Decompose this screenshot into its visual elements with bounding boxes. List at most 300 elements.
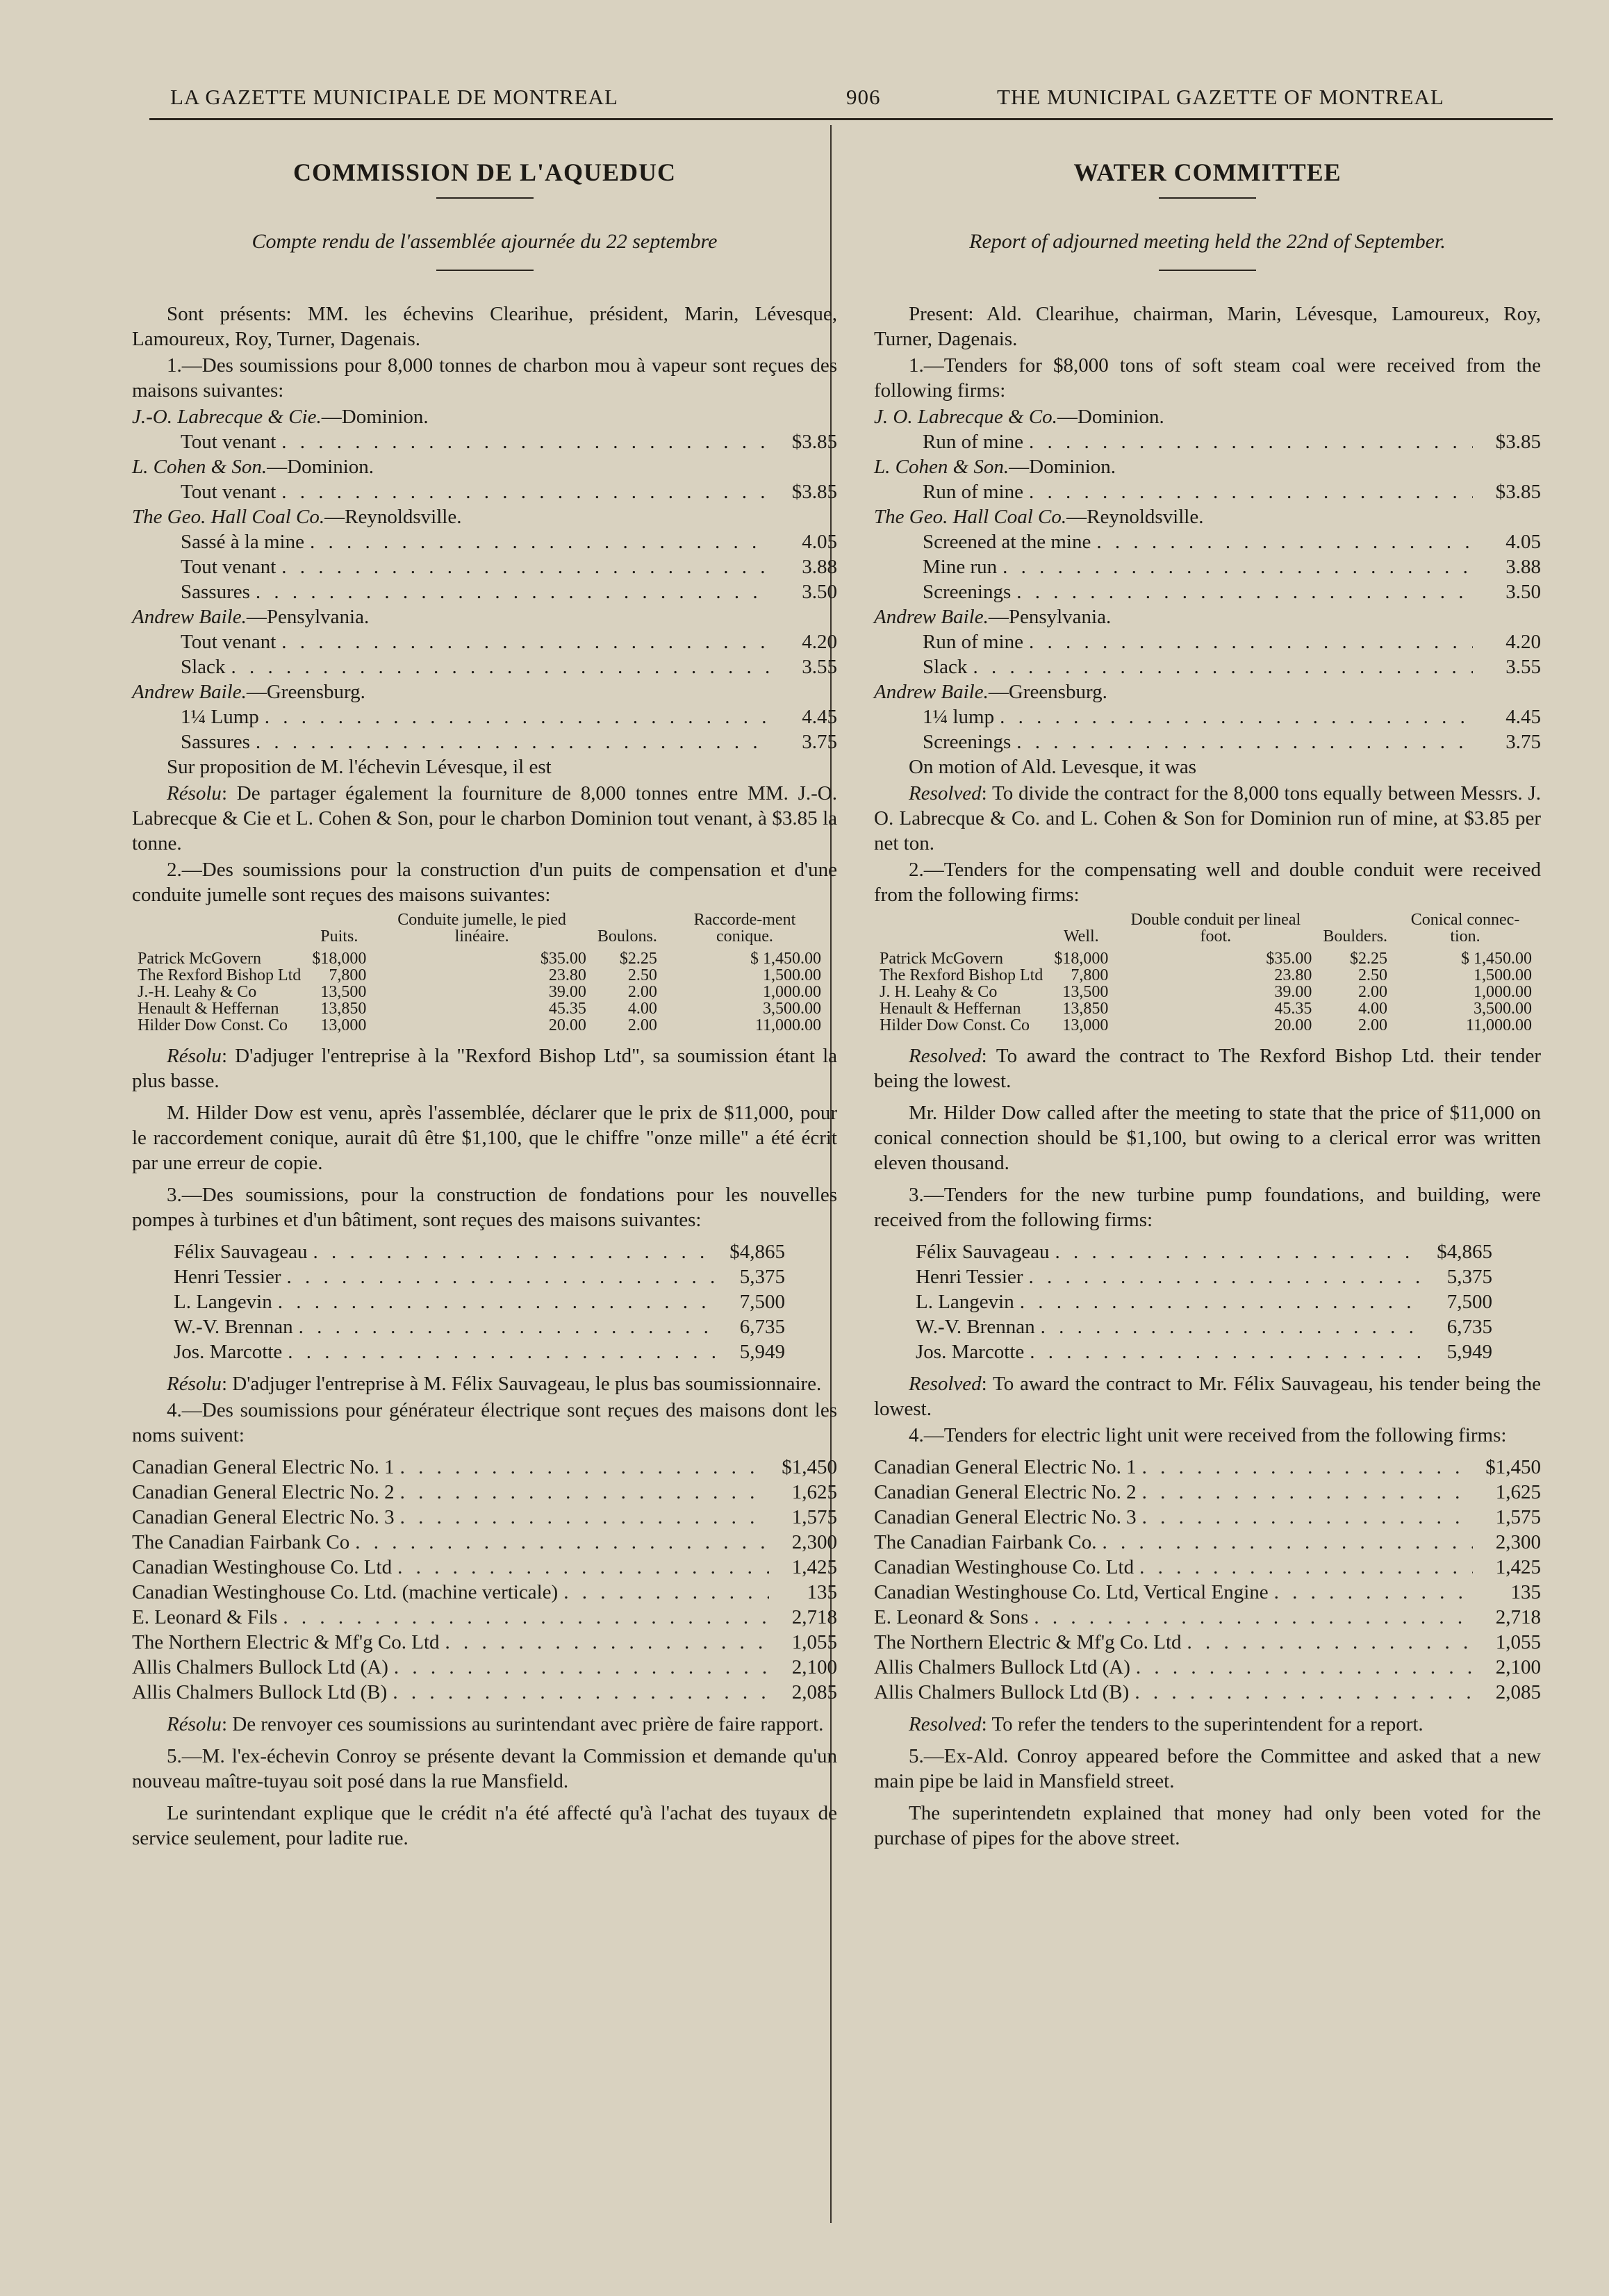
tender-row: [916, 1264, 1492, 1289]
tender-row: [132, 579, 837, 604]
tender-label: Run of mine: [923, 481, 1023, 503]
leader-dots: [288, 1339, 717, 1364]
tender-label: Sassé à la mine: [181, 531, 304, 553]
generator-tenders: [874, 1455, 1541, 1705]
tender-price: 1,575: [1495, 1506, 1541, 1528]
tender-label: Tout venant: [181, 481, 277, 503]
firm-cell: Henault & Heffernan: [138, 1000, 279, 1018]
tender-price: 5,375: [1446, 1266, 1492, 1288]
column-header: Puits.: [320, 927, 358, 945]
tender-row: [916, 1239, 1492, 1264]
tender-row: [132, 1555, 837, 1580]
tender-row: [174, 1339, 785, 1364]
price-cell: 39.00: [548, 983, 586, 1001]
tender-price: 2,718: [791, 1606, 837, 1628]
leader-dots: [278, 1289, 717, 1314]
leader-dots: [1187, 1630, 1473, 1655]
leader-dots: [1016, 579, 1473, 604]
tender-label: Canadian General Electric No. 2: [874, 1481, 1137, 1503]
price-cell: 1,000.00: [1474, 983, 1532, 1001]
tender-label: Canadian Westinghouse Co. Ltd: [874, 1556, 1134, 1578]
tender-row: [174, 1264, 785, 1289]
tender-row: [874, 1680, 1541, 1705]
tender-price: 3.55: [802, 656, 837, 678]
tender-row: [916, 1314, 1492, 1339]
firm-name: L. Cohen & Son.: [132, 456, 267, 478]
divider: [1159, 270, 1256, 271]
tender-row: [174, 1314, 785, 1339]
tender-price: 5,949: [739, 1341, 785, 1363]
leader-dots: [1029, 479, 1473, 504]
foundation-tenders: [132, 1239, 785, 1364]
tender-label: Screenings: [923, 731, 1012, 753]
tender-row: [874, 729, 1541, 754]
foundation-tenders: [874, 1239, 1492, 1364]
tender-price: $1,450: [782, 1456, 837, 1478]
firm-heading: [874, 404, 1541, 429]
tender-price: 4.45: [802, 706, 837, 728]
firm-name: J. O. Labrecque & Co.: [874, 406, 1057, 428]
section-title: WATER COMMITTEE: [1073, 158, 1342, 186]
firm-cell: Henault & Heffernan: [880, 1000, 1021, 1018]
motion: On motion of Ald. Levesque, it was: [909, 756, 1197, 778]
header-french: LA GAZETTE MUNICIPALE DE MONTREAL: [170, 85, 618, 109]
tender-label: Henri Tessier: [174, 1266, 281, 1288]
leader-dots: [281, 479, 769, 504]
tender-label: The Canadian Fairbank Co: [132, 1531, 350, 1553]
firm-name: Andrew Baile.: [874, 606, 989, 628]
tender-row: [874, 1605, 1541, 1630]
tender-label: The Northern Electric & Mf'g Co. Ltd: [874, 1631, 1182, 1653]
column-header: Boulders.: [1323, 927, 1388, 945]
item-3: 3.—Tenders for the new turbine pump foundations, and building, were received from the following firms:: [874, 1184, 1541, 1231]
leader-dots: [1096, 529, 1473, 554]
tender-row: [132, 529, 837, 554]
leader-dots: [355, 1530, 769, 1555]
tender-label: E. Leonard & Sons: [874, 1606, 1029, 1628]
tender-price: 2,300: [1495, 1531, 1541, 1553]
price-cell: $18,000: [312, 950, 367, 968]
tender-row: [874, 579, 1541, 604]
tender-price: $3.85: [791, 481, 837, 503]
header-english: THE MUNICIPAL GAZETTE OF MONTREAL: [997, 85, 1444, 109]
tender-label: Slack: [923, 656, 968, 678]
firm-name: Andrew Baile.: [874, 681, 989, 703]
tender-price: 3.88: [802, 556, 837, 578]
tender-label: Jos. Marcotte: [174, 1341, 283, 1363]
well-tenders-table: [132, 911, 827, 1034]
tender-price: 3.50: [802, 581, 837, 603]
firm-origin: —Dominion.: [1009, 456, 1116, 478]
leader-dots: [1139, 1555, 1473, 1580]
price-cell: $ 1,450.00: [750, 950, 821, 968]
tender-label: Canadian General Electric No. 2: [132, 1481, 395, 1503]
price-cell: 11,000.00: [1465, 1016, 1532, 1034]
price-cell: 2.50: [1358, 966, 1388, 984]
tender-row: [874, 654, 1541, 679]
tender-row: [132, 1580, 837, 1605]
item-1: 1.—Des soumissions pour 8,000 tonnes de charbon mou à vapeur sont reçues des maisons suivantes:: [132, 354, 837, 402]
tender-price: 4.20: [1505, 631, 1541, 653]
column-header: Well.: [1063, 927, 1099, 945]
firm-cell: The Rexford Bishop Ltd: [880, 966, 1043, 984]
tender-row: [132, 1480, 837, 1505]
leader-dots: [1029, 429, 1473, 454]
tender-price: 135: [1510, 1581, 1541, 1603]
price-cell: 2.00: [627, 1016, 657, 1034]
tender-label: Allis Chalmers Bullock Ltd (A): [874, 1656, 1130, 1678]
generator-tenders: [132, 1455, 837, 1705]
leader-dots: [1002, 554, 1473, 579]
price-cell: 4.00: [627, 1000, 657, 1018]
price-cell: $18,000: [1054, 950, 1109, 968]
firm-heading: [132, 604, 837, 629]
page-number: 906: [846, 85, 881, 109]
tender-price: 2,100: [1495, 1656, 1541, 1678]
tender-label: Jos. Marcotte: [916, 1341, 1025, 1363]
hilder-dow-note: Mr. Hilder Dow called after the meeting to state that the price of $11,000 on conical connection should be $1,100, but owing to a clerical error was written eleven thousand.: [874, 1102, 1541, 1174]
price-cell: 45.35: [548, 1000, 586, 1018]
firm-name: L. Cohen & Son.: [874, 456, 1009, 478]
coal-tenders: [132, 404, 837, 754]
leader-dots: [313, 1239, 717, 1264]
item-4: 4.—Des soumissions pour générateur électrique sont reçues des maisons dont les noms suivent:: [132, 1399, 837, 1446]
leader-dots: [281, 429, 769, 454]
tender-row: [132, 1680, 837, 1705]
firm-origin: —Greensburg.: [988, 681, 1107, 703]
resolution-1: Resolved: To divide the contract for the 8,000 tons equally between Messrs. J. O. Labrecque & Co. and L. Cohen & Son for Dominion run of mine, at $3.85 per net ton.: [874, 782, 1541, 854]
leader-dots: [1020, 1289, 1424, 1314]
firm-heading: [874, 679, 1541, 704]
firm-origin: —Greensburg.: [246, 681, 365, 703]
tender-label: Félix Sauvageau: [916, 1241, 1050, 1263]
tender-price: $4,865: [729, 1241, 785, 1263]
tender-row: [874, 1480, 1541, 1505]
tender-label: Mine run: [923, 556, 998, 578]
tender-label: Canadian General Electric No. 1: [132, 1456, 395, 1478]
table-row: [874, 967, 1537, 984]
leader-dots: [265, 704, 769, 729]
tender-price: $3.85: [1495, 431, 1541, 453]
leader-dots: [286, 1264, 717, 1289]
price-cell: 2.50: [627, 966, 657, 984]
table-row: [132, 950, 827, 967]
tender-row: [132, 704, 837, 729]
price-cell: 23.80: [548, 966, 586, 984]
tender-price: 1,055: [1495, 1631, 1541, 1653]
tender-label: Allis Chalmers Bullock Ltd (B): [874, 1681, 1130, 1703]
tender-row: [132, 429, 837, 454]
leader-dots: [1103, 1530, 1473, 1555]
price-cell: 20.00: [1274, 1016, 1312, 1034]
price-cell: 7,800: [329, 966, 367, 984]
price-cell: 13,850: [1062, 1000, 1109, 1018]
tender-row: [132, 1605, 837, 1630]
leader-dots: [256, 729, 769, 754]
firm-cell: The Rexford Bishop Ltd: [138, 966, 302, 984]
price-cell: 4.00: [1358, 1000, 1388, 1018]
tender-price: 1,625: [791, 1481, 837, 1503]
tender-price: 4.05: [1505, 531, 1541, 553]
tender-price: 1,425: [1495, 1556, 1541, 1578]
firm-name: J.-O. Labrecque & Cie.: [132, 406, 322, 428]
firm-origin: —Reynoldsville.: [1066, 506, 1204, 528]
firm-cell: Patrick McGovern: [138, 950, 261, 968]
tender-row: [874, 529, 1541, 554]
resolution-2: Résolu: D'adjuger l'entreprise à la "Rexford Bishop Ltd", sa soumission étant la plus basse.: [132, 1045, 837, 1092]
price-cell: 20.00: [548, 1016, 586, 1034]
attendance: Present: Ald. Clearihue, chairman, Marin, Lévesque, Lamoureux, Roy, Turner, Dagenais.: [874, 303, 1541, 350]
leader-dots: [1136, 1655, 1473, 1680]
column-header: Boulons.: [597, 927, 657, 945]
tender-price: 1,425: [791, 1556, 837, 1578]
tender-row: [132, 1455, 837, 1480]
price-cell: 23.80: [1274, 966, 1312, 984]
price-cell: 1,500.00: [763, 966, 821, 984]
tender-row: [874, 629, 1541, 654]
divider: [436, 197, 534, 199]
tender-row: [132, 729, 837, 754]
leader-dots: [310, 529, 769, 554]
tender-price: 3.75: [802, 731, 837, 753]
tender-price: 6,735: [739, 1316, 785, 1338]
leader-dots: [281, 629, 769, 654]
tender-label: Canadian Westinghouse Co. Ltd: [132, 1556, 393, 1578]
well-tenders-table: [874, 911, 1537, 1034]
firm-cell: Hilder Dow Const. Co: [880, 1016, 1030, 1034]
tender-price: 3.75: [1505, 731, 1541, 753]
column-header: Conical connec-tion.: [1410, 911, 1520, 945]
superintendent-note: Le surintendant explique que le crédit n'a été affecté qu'à l'achat des tuyaux de service seulement, pour ladite rue.: [132, 1802, 837, 1849]
tender-row: [874, 1455, 1541, 1480]
firm-name: The Geo. Hall Coal Co.: [132, 506, 325, 528]
tender-row: [132, 1505, 837, 1530]
tender-row: [874, 1655, 1541, 1680]
item-2: 2.—Des soumissions pour la construction d'un puits de compensation et d'une conduite jumelle sont reçues des maisons suivantes:: [132, 859, 837, 906]
firm-heading: [132, 454, 837, 479]
tender-row: [132, 1655, 837, 1680]
column-header: [874, 911, 1048, 950]
tender-price: $3.85: [1495, 481, 1541, 503]
firm-heading: [132, 404, 837, 429]
leader-dots: [281, 554, 769, 579]
tender-row: [916, 1339, 1492, 1364]
tender-label: Sassures: [181, 581, 250, 603]
tender-row: [132, 1530, 837, 1555]
tender-label: Allis Chalmers Bullock Ltd (A): [132, 1656, 388, 1678]
tender-price: 2,718: [1495, 1606, 1541, 1628]
section-subtitle: Compte rendu de l'assemblée ajournée du 22 septembre: [251, 230, 718, 253]
leader-dots: [1016, 729, 1473, 754]
tender-label: Sassures: [181, 731, 250, 753]
tender-label: Slack: [181, 656, 226, 678]
item-5: 5.—M. l'ex-échevin Conroy se présente devant la Commission et demande qu'un nouveau maître-tuyau soit posé dans la rue Mansfield.: [132, 1745, 837, 1792]
price-cell: 39.00: [1274, 983, 1312, 1001]
table-row: [132, 984, 827, 1000]
leader-dots: [1274, 1580, 1473, 1605]
firm-heading: [132, 504, 837, 529]
tender-price: 2,300: [791, 1531, 837, 1553]
firm-name: Andrew Baile.: [132, 606, 247, 628]
tender-price: 4.45: [1505, 706, 1541, 728]
tender-price: 7,500: [1446, 1291, 1492, 1313]
table-row: [132, 1017, 827, 1034]
firm-cell: Hilder Dow Const. Co: [138, 1016, 288, 1034]
price-cell: 13,500: [1062, 983, 1109, 1001]
price-cell: 1,500.00: [1474, 966, 1532, 984]
price-cell: $2.25: [1350, 950, 1388, 968]
tender-row: [132, 554, 837, 579]
tender-price: $4,865: [1437, 1241, 1492, 1263]
price-cell: $35.00: [540, 950, 586, 968]
tender-row: [174, 1239, 785, 1264]
table-header-row: [132, 911, 827, 950]
firm-cell: J.-H. Leahy & Co: [138, 983, 257, 1001]
leader-dots: [400, 1505, 769, 1530]
leader-dots: [299, 1314, 717, 1339]
tender-row: [874, 554, 1541, 579]
price-cell: $ 1,450.00: [1461, 950, 1532, 968]
table-header-row: [874, 911, 1537, 950]
tender-row: [132, 654, 837, 679]
tender-label: W.-V. Brennan: [916, 1316, 1035, 1338]
leader-dots: [1055, 1239, 1424, 1264]
firm-cell: J. H. Leahy & Co: [880, 983, 998, 1001]
table-row: [132, 1000, 827, 1017]
divider: [436, 270, 534, 271]
firm-heading: [874, 504, 1541, 529]
tender-label: Félix Sauvageau: [174, 1241, 308, 1263]
price-cell: 13,500: [320, 983, 367, 1001]
tender-label: Canadian General Electric No. 3: [874, 1506, 1137, 1528]
tender-price: 3.50: [1505, 581, 1541, 603]
tender-price: 5,375: [739, 1266, 785, 1288]
tender-label: Canadian Westinghouse Co. Ltd. (machine verticale): [132, 1581, 559, 1603]
firm-heading: [874, 604, 1541, 629]
tender-label: Screened at the mine: [923, 531, 1091, 553]
firm-name: Andrew Baile.: [132, 681, 247, 703]
superintendent-note: The superintendetn explained that money had only been voted for the purchase of pipes for the above street.: [874, 1802, 1541, 1849]
tender-price: 7,500: [739, 1291, 785, 1313]
price-cell: $35.00: [1266, 950, 1312, 968]
tender-price: 5,949: [1446, 1341, 1492, 1363]
leader-dots: [1134, 1680, 1473, 1705]
coal-tenders: [874, 404, 1541, 754]
item-5: 5.—Ex-Ald. Conroy appeared before the Committee and asked that a new main pipe be laid in Mansfield street.: [874, 1745, 1541, 1792]
item-3: 3.—Des soumissions, pour la construction de fondations pour les nouvelles pompes à turbines et d'un bâtiment, sont reçues des maisons suivantes:: [132, 1184, 837, 1231]
firm-origin: —Dominion.: [1057, 406, 1164, 428]
tender-label: Run of mine: [923, 431, 1023, 453]
price-cell: 2.00: [1358, 983, 1388, 1001]
tender-row: [132, 629, 837, 654]
tender-price: 4.20: [802, 631, 837, 653]
price-cell: 2.00: [627, 983, 657, 1001]
tender-price: 1,575: [791, 1506, 837, 1528]
tender-label: Allis Chalmers Bullock Ltd (B): [132, 1681, 388, 1703]
leader-dots: [973, 654, 1473, 679]
tender-row: [874, 429, 1541, 454]
resolution-3: Résolu: D'adjuger l'entreprise à M. Félix Sauvageau, le plus bas soumissionnaire.: [167, 1373, 822, 1395]
price-cell: 11,000.00: [754, 1016, 821, 1034]
tender-label: L. Langevin: [174, 1291, 272, 1313]
table-row: [874, 950, 1537, 967]
tender-label: Canadian Westinghouse Co. Ltd, Vertical Engine: [874, 1581, 1269, 1603]
tender-row: [132, 479, 837, 504]
column-header: Conduite jumelle, le pied linéaire.: [397, 911, 566, 945]
price-cell: 3,500.00: [763, 1000, 821, 1018]
resolution-3: Resolved: To award the contract to Mr. Félix Sauvageau, his tender being the lowest.: [874, 1373, 1541, 1420]
firm-origin: —Pensylvania.: [246, 606, 370, 628]
leader-dots: [1142, 1455, 1473, 1480]
table-row: [132, 967, 827, 984]
column-header: Raccorde-ment conique.: [693, 911, 796, 945]
firm-origin: —Pensylvania.: [988, 606, 1112, 628]
table-row: [874, 984, 1537, 1000]
price-cell: 7,800: [1071, 966, 1109, 984]
leader-dots: [1041, 1314, 1424, 1339]
english-column: [874, 160, 1541, 1852]
tender-label: Screenings: [923, 581, 1012, 603]
tender-label: Tout venant: [181, 556, 277, 578]
price-cell: 13,000: [1062, 1016, 1109, 1034]
tender-label: E. Leonard & Fils: [132, 1606, 278, 1628]
tender-label: Tout venant: [181, 431, 277, 453]
attendance: Sont présents: MM. les échevins Clearihue, président, Marin, Lévesque, Lamoureux, Roy, Turner, Dagenais.: [132, 303, 837, 350]
leader-dots: [283, 1605, 769, 1630]
leader-dots: [1034, 1605, 1473, 1630]
tender-price: $3.85: [791, 431, 837, 453]
tender-price: 2,085: [791, 1681, 837, 1703]
firm-name: The Geo. Hall Coal Co.: [874, 506, 1067, 528]
tender-label: W.-V. Brennan: [174, 1316, 293, 1338]
resolution-1: Résolu: De partager également la fourniture de 8,000 tonnes entre MM. J.-O. Labrecque & Cie et L. Cohen & Son, pour le charbon Dominion tout venant, à $3.85 la tonne.: [132, 782, 837, 854]
leader-dots: [231, 654, 769, 679]
tender-price: 1,625: [1495, 1481, 1541, 1503]
firm-origin: —Reynoldsville.: [324, 506, 462, 528]
tender-row: [874, 1630, 1541, 1655]
tender-label: Run of mine: [923, 631, 1023, 653]
resolution-4: Résolu: De renvoyer ces soumissions au surintendant avec prière de faire rapport.: [167, 1713, 824, 1735]
french-column: [132, 160, 837, 1852]
item-1: 1.—Tenders for $8,000 tons of soft steam coal were received from the following firms:: [874, 354, 1541, 402]
leader-dots: [393, 1680, 769, 1705]
tender-price: 4.05: [802, 531, 837, 553]
tender-label: Canadian General Electric No. 1: [874, 1456, 1137, 1478]
firm-heading: [132, 679, 837, 704]
tender-price: 3.88: [1505, 556, 1541, 578]
section-title: COMMISSION DE L'AQUEDUC: [292, 158, 677, 186]
price-cell: 13,850: [320, 1000, 367, 1018]
tender-row: [874, 704, 1541, 729]
firm-heading: [874, 454, 1541, 479]
tender-row: [916, 1289, 1492, 1314]
leader-dots: [1030, 1339, 1424, 1364]
leader-dots: [1142, 1480, 1473, 1505]
price-cell: 3,500.00: [1474, 1000, 1532, 1018]
column-header: Double conduit per lineal foot.: [1130, 911, 1301, 945]
tender-label: The Northern Electric & Mf'g Co. Ltd: [132, 1631, 440, 1653]
tender-label: Canadian General Electric No. 3: [132, 1506, 395, 1528]
item-2: 2.—Tenders for the compensating well and double conduit were received from the following firms:: [874, 859, 1541, 906]
leader-dots: [1028, 1264, 1424, 1289]
price-cell: 13,000: [320, 1016, 367, 1034]
leader-dots: [397, 1555, 769, 1580]
tender-label: The Canadian Fairbank Co.: [874, 1531, 1097, 1553]
column-header: [132, 911, 306, 950]
hilder-dow-note: M. Hilder Dow est venu, après l'assemblée, déclarer que le prix de $11,000, pour le raccordement conique, aurait dû être $1,100, que le chiffre "onze mille" a été écrit par une erreur de copie.: [132, 1102, 837, 1174]
tender-row: [874, 479, 1541, 504]
resolution-4: Resolved: To refer the tenders to the superintendent for a report.: [909, 1713, 1424, 1735]
